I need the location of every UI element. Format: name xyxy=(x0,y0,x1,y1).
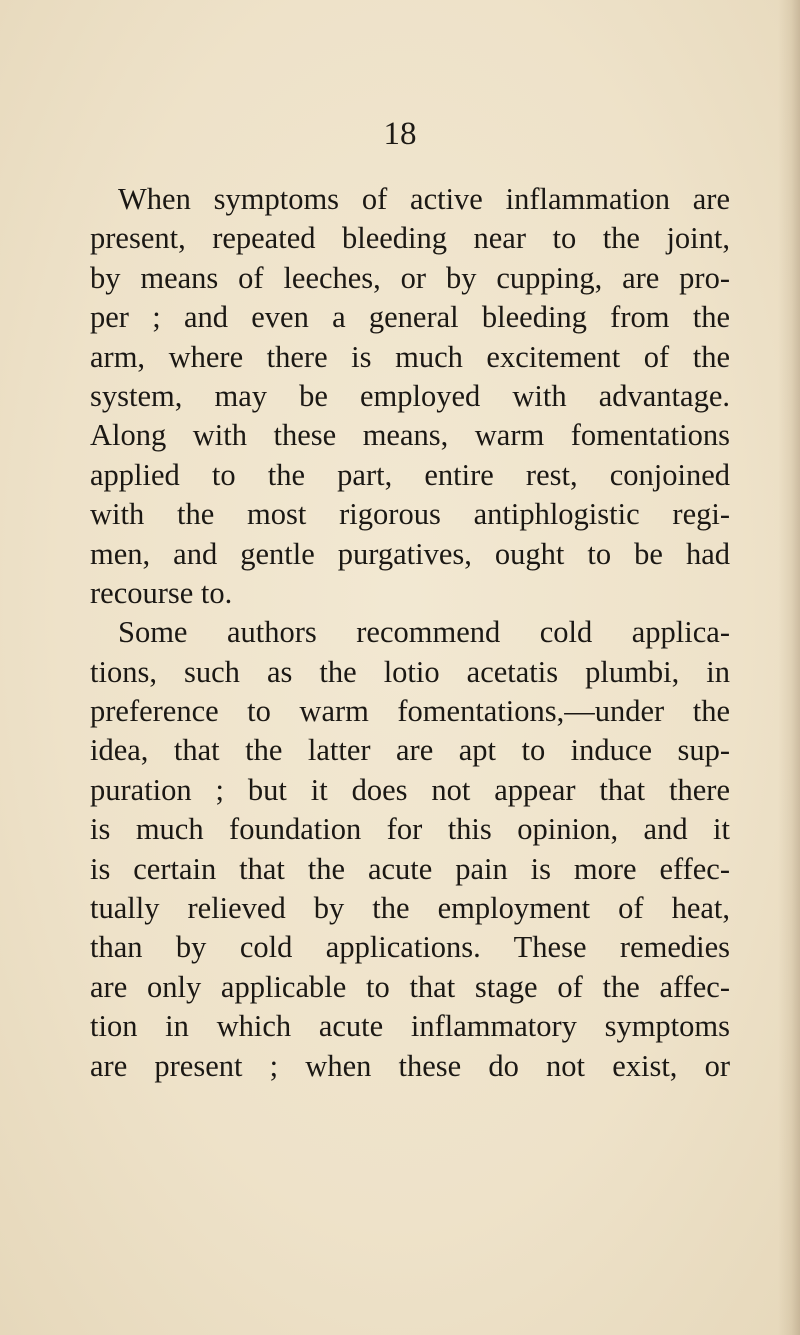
text-line: tion in which acute inflammatory symptoms xyxy=(90,1009,730,1044)
body-text xyxy=(90,180,730,1086)
text-line: Along with these means, warm fomentations xyxy=(90,418,730,453)
page-edge-shadow xyxy=(778,0,800,1335)
text-line: by means of leeches, or by cupping, are pro- xyxy=(90,260,730,295)
text-line: idea, that the latter are apt to induce sup- xyxy=(90,733,730,768)
page-number: 18 xyxy=(383,116,417,152)
text-line: puration ; but it does not appear that there xyxy=(90,772,730,807)
text-line: applied to the part, entire rest, conjoined xyxy=(90,457,730,492)
text-line: are present ; when these do not exist, or xyxy=(90,1048,730,1083)
text-line: per ; and even a general bleeding from the xyxy=(90,300,730,335)
text-line: men, and gentle purgatives, ought to be had xyxy=(90,536,730,571)
text-line: with the most rigorous antiphlogistic regi- xyxy=(90,497,730,532)
text-line: are only applicable to that stage of the affec- xyxy=(90,969,730,1004)
text-line: arm, where there is much excitement of the xyxy=(90,339,730,374)
text-line: is certain that the acute pain is more effec- xyxy=(90,851,730,886)
text-line: preference to warm fomentations,—under the xyxy=(90,694,730,729)
text-line: recourse to. xyxy=(90,575,233,610)
text-line: system, may be employed with advantage. xyxy=(90,378,730,413)
text-line: tually relieved by the employment of heat, xyxy=(90,891,730,926)
text-line: tions, such as the lotio acetatis plumbi, in xyxy=(90,654,730,689)
text-line: Some authors recommend cold applica- xyxy=(118,615,730,650)
text-line: present, repeated bleeding near to the joint, xyxy=(90,221,730,256)
text-line: is much foundation for this opinion, and it xyxy=(90,812,730,847)
text-line: When symptoms of active inflammation are xyxy=(118,182,730,216)
text-line: than by cold applications. These remedies xyxy=(90,930,730,965)
